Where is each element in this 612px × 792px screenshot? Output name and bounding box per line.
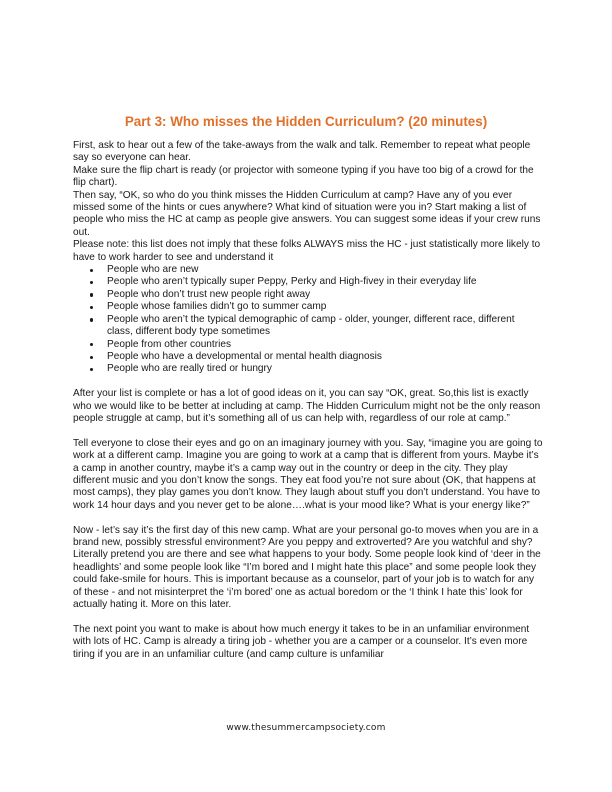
paragraph: First, ask to hear out a few of the take-aways from the walk and talk. Remember to repeat what people say so everyone can hear.	[73, 140, 531, 164]
paragraph-gap	[73, 376, 543, 388]
list-item: People who aren’t typically super Peppy, Perky and High-fivey in their everyday life	[73, 276, 543, 288]
paragraph: Then say, “OK, so who do you think misses the Hidden Curriculum at camp? Have any of you ever missed some of the hints or cues anywhere? What kind of situation were you in? Start making a list of people who miss the HC at camp as people give answers. You can suggest some ideas if your crew runs out.	[73, 189, 541, 238]
list-item: People whose families didn’t go to summer camp	[73, 301, 543, 313]
bullet-list	[73, 264, 543, 376]
paragraph: Please note: this list does not imply that these folks ALWAYS miss the HC - just statistically more likely to have to work harder to see and understand it	[73, 239, 541, 263]
list-item: People who are new	[73, 264, 543, 276]
footer-url: www.thesummercampsociety.com	[226, 723, 386, 733]
list-item: People from other countries	[73, 339, 543, 351]
list-item: People who have a developmental or mental health diagnosis	[73, 351, 543, 363]
paragraph-gap	[73, 425, 543, 437]
paragraph: Make sure the flip chart is ready (or projector with someone typing if you have too big of a crowd for the flip chart).	[73, 164, 534, 189]
list-item: People who are really tired or hungry	[73, 363, 543, 375]
list-item: People who don’t trust new people right away	[73, 289, 543, 301]
body-text	[73, 140, 543, 661]
paragraph: After your list is complete or has a lot of good ideas on it, you can say “OK, great. So,this list is exactly who we would like to be better at including at camp. The Hidden Curriculum might not be the only reason people struggle at camp, but it’s something all of us can help with, regardless of our role at camp.”	[73, 388, 541, 424]
paragraph: The next point you want to make is about how much energy it takes to be in an unfamiliar environment with lots of HC. Camp is already a tiring job - whether you are a camper or a counselor. It’s even more tiring if you are in an unfamiliar culture (and camp culture is unfamiliar	[73, 623, 530, 660]
list-item: People who aren’t the typical demographic of camp - older, younger, different race, different class, different body type sometimes	[73, 314, 543, 339]
paragraph: Tell everyone to close their eyes and go on an imaginary journey with you. Say, “imagine you are going to work at a different camp. Imagine you are going to work at a camp that is different from yours. Maybe it’s a camp in another country, maybe it’s a camp way out in the country or deep in the city. They play different music and you don’t know the songs. They eat food you’re not sure about (OK, that happens at most camps), they play games you don’t know. They laugh about stuff you don’t understand. You have to work 14 hour days and you never get to be alone….what is your mood like? What is your energy like?”	[73, 437, 543, 511]
paragraph-gap	[73, 611, 543, 623]
paragraph: Now - let’s say it’s the first day of this new camp. What are your personal go-to moves when you are in a brand new, possibly stressful environment? Are you peppy and extroverted? Are you watchful and shy? Literally pretend you are there and see what happens to your body. Some people look kind of ‘deer in the headlights’ and some people look like “I’m bored and I might hate this place” and some people look they could fake-smile for hours. This is important because as a counselor, part of your job is to watch for any of these - and not misinterpret the ‘i’m bored’ one as actual boredom or the ‘I think I hate this’ look for actually hating it. More on this later.	[73, 524, 541, 610]
paragraph-gap	[73, 512, 543, 524]
section-title: Part 3: Who misses the Hidden Curriculum? (20 minutes)	[124, 114, 488, 129]
